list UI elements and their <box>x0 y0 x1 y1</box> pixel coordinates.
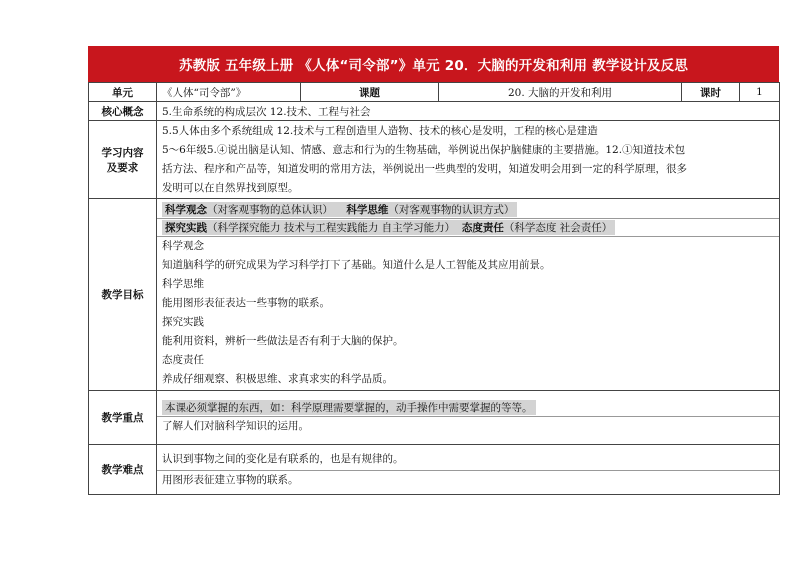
requirements-line: 5.5人体由多个系统组成 12.技术与工程创造里人造物、技术的核心是发明，工程的核心是建造 <box>162 124 598 137</box>
goal-tag-thinking-desc: （对客观事物的认识方式） <box>388 203 515 216</box>
goal-tag-concept: 科学观念 <box>165 203 207 216</box>
goals-tag-group-2 <box>162 220 615 235</box>
goals-tags-row-1 <box>157 201 779 219</box>
goals-tags-row-2 <box>157 219 779 237</box>
requirements-line: 括方法、程序和产品等，知道发明的常用方法，举例说出一些典型的发明，知道发明会用到一定的科学原理，很多 <box>162 162 687 175</box>
hours-label: 课时 <box>682 83 740 102</box>
difficulties-label: 教学难点 <box>89 445 157 495</box>
goal-tag-thinking: 科学思维 <box>346 203 389 216</box>
hours-value: 1 <box>740 83 780 102</box>
goals-content <box>157 199 780 391</box>
goal-tag-practice-desc: （科学探究能力 技术与工程实践能力 自主学习能力） <box>207 221 456 234</box>
header-row <box>89 83 780 102</box>
requirements-label <box>89 121 157 199</box>
goal-line: 科学观念 <box>162 239 204 252</box>
requirements-line: 5～6年级5.④说出脑是认知、情感、意志和行为的生物基础，举例说出保护脑健康的主要措施。12.①知道技术包 <box>162 143 686 156</box>
goal-line: 能用图形表征表达一些事物的联系。 <box>162 296 330 309</box>
core-concept-label: 核心概念 <box>89 102 157 121</box>
key-points-text: 了解人们对脑科学知识的运用。 <box>162 420 309 432</box>
goal-line: 态度责任 <box>162 353 204 366</box>
lesson-plan-sheet <box>88 46 779 495</box>
difficulties-row <box>89 445 780 495</box>
key-points-label: 教学重点 <box>89 391 157 445</box>
goals-row <box>89 199 780 391</box>
goal-line: 养成仔细观察、积极思维、求真求实的科学品质。 <box>162 372 393 385</box>
goal-line: 知道脑科学的研究成果为学习科学打下了基础。知道什么是人工智能及其应用前景。 <box>162 258 551 271</box>
lesson-label: 课题 <box>301 83 439 102</box>
goal-tag-practice: 探究实践 <box>165 221 207 234</box>
goals-label: 教学目标 <box>89 199 157 391</box>
goal-line: 能利用资料，辨析一些做法是否有利于大脑的保护。 <box>162 334 404 347</box>
goal-tag-attitude: 态度责任 <box>461 221 504 234</box>
goals-body <box>157 237 779 389</box>
unit-value: 《人体“司令部”》 <box>157 83 301 102</box>
key-points-hint: 本课必须掌握的东西，如：科学原理需要掌握的，动手操作中需要掌握的等等。 <box>162 400 536 415</box>
goal-tag-concept-desc: （对客观事物的总体认识） <box>207 203 333 216</box>
requirements-text <box>157 121 780 199</box>
goal-tag-attitude-desc: （科学态度 社会责任） <box>503 221 613 234</box>
lesson-value: 20. 大脑的开发和利用 <box>439 83 682 102</box>
key-points-hint-row <box>157 399 779 417</box>
banner-title: 苏教版 五年级上册 《人体“司令部”》单元 20．大脑的开发和利用 教学设计及反思 <box>88 46 779 82</box>
goal-line: 探究实践 <box>162 315 204 328</box>
key-points-row <box>89 391 780 445</box>
requirements-label-line1: 学习内容 <box>101 146 144 159</box>
requirements-line: 发明可以在自然界找到原型。 <box>162 181 299 194</box>
difficulties-line2: 用图形表征建立事物的联系。 <box>162 474 299 486</box>
difficulties-content <box>157 445 780 495</box>
requirements-row <box>89 121 780 199</box>
core-concept-text: 5.生命系统的构成层次 12.技术、工程与社会 <box>157 102 780 121</box>
key-points-content <box>157 391 780 445</box>
unit-label: 单元 <box>89 83 157 102</box>
lesson-plan-table <box>88 82 780 495</box>
difficulties-line1: 认识到事物之间的变化是有联系的，也是有规律的。 <box>162 453 404 465</box>
difficulties-line1-row <box>157 449 779 471</box>
requirements-label-line2: 及要求 <box>106 161 139 174</box>
core-concept-row <box>89 102 780 121</box>
goal-line: 科学思维 <box>162 277 204 290</box>
goals-tag-group-1 <box>162 202 517 217</box>
